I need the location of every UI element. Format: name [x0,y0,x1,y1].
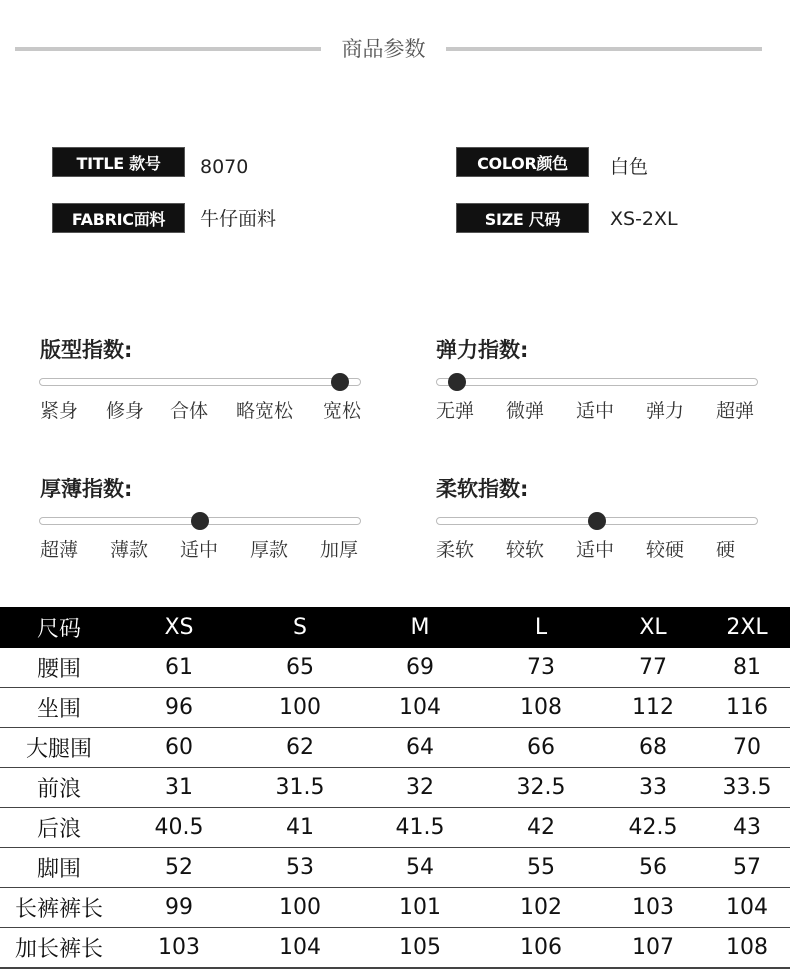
table-cell: 104 [360,688,480,728]
softness-index-track [436,517,758,525]
softness-index-title: 柔软指数: [436,477,529,501]
table-header: 尺码 [0,607,118,648]
title-tag: TITLE 款号 [52,147,185,177]
table-cell: 81 [704,648,790,688]
thickness-label: 适中 [180,539,219,561]
table-row [0,848,790,888]
table-row [0,648,790,688]
table-row [0,768,790,808]
table-row [0,728,790,768]
table-cell: 73 [480,648,602,688]
table-cell: 43 [704,808,790,848]
fit-label: 宽松 [323,400,362,422]
fit-index-knob [331,373,349,391]
table-cell: 106 [480,928,602,969]
stretch-index-knob [448,373,466,391]
softness-index-knob [588,512,606,530]
thickness-label: 加厚 [320,539,359,561]
table-cell: 70 [704,728,790,768]
softness-label: 较硬 [646,539,685,561]
table-cell: 104 [704,888,790,928]
stretch-label: 适中 [576,400,615,422]
size-table [0,607,790,969]
table-cell: 100 [240,888,360,928]
table-cell: 105 [360,928,480,969]
table-cell: 107 [602,928,704,969]
thickness-index-title: 厚薄指数: [40,477,133,501]
table-cell: 31.5 [240,768,360,808]
section-title: 商品参数 [341,37,426,61]
table-cell: 68 [602,728,704,768]
table-cell: 61 [118,648,240,688]
color-tag: COLOR颜色 [456,147,589,177]
table-cell: 66 [480,728,602,768]
table-cell: 42.5 [602,808,704,848]
table-cell: 42 [480,808,602,848]
table-cell: 32 [360,768,480,808]
thickness-label: 厚款 [250,539,289,561]
table-cell: 脚围 [0,848,118,888]
header-divider-right [446,47,762,51]
table-cell: 96 [118,688,240,728]
table-cell: 33 [602,768,704,808]
table-cell: 60 [118,728,240,768]
table-cell: 53 [240,848,360,888]
table-cell: 103 [118,928,240,969]
table-cell: 41.5 [360,808,480,848]
table-cell: 65 [240,648,360,688]
fit-index-track [39,378,361,386]
table-cell: 104 [240,928,360,969]
title-value: 8070 [200,156,249,178]
softness-label: 适中 [576,539,615,561]
size-value: XS-2XL [610,208,678,230]
fit-label: 略宽松 [236,400,294,422]
table-cell: 长裤裤长 [0,888,118,928]
table-cell: 41 [240,808,360,848]
color-value: 白色 [610,156,649,178]
table-header: M [360,607,480,648]
table-cell: 103 [602,888,704,928]
thickness-label: 薄款 [110,539,149,561]
table-cell: 62 [240,728,360,768]
fit-index-title: 版型指数: [40,338,133,362]
table-cell: 64 [360,728,480,768]
stretch-label: 弹力 [646,400,685,422]
table-cell: 坐围 [0,688,118,728]
table-cell: 腰围 [0,648,118,688]
table-header: XS [118,607,240,648]
table-cell: 加长裤长 [0,928,118,969]
table-header-row [0,607,790,648]
table-cell: 31 [118,768,240,808]
fabric-value: 牛仔面料 [200,208,277,230]
stretch-label: 微弹 [506,400,545,422]
fabric-tag: FABRIC面料 [52,203,185,233]
table-cell: 57 [704,848,790,888]
table-cell: 后浪 [0,808,118,848]
stretch-label: 超弹 [716,400,755,422]
fit-label: 紧身 [40,400,79,422]
table-header: L [480,607,602,648]
table-cell: 101 [360,888,480,928]
thickness-label: 超薄 [40,539,79,561]
stretch-index-track [436,378,758,386]
table-cell: 116 [704,688,790,728]
fit-label: 修身 [106,400,145,422]
table-row [0,888,790,928]
table-cell: 55 [480,848,602,888]
fit-label: 合体 [170,400,209,422]
table-header: 2XL [704,607,790,648]
table-cell: 40.5 [118,808,240,848]
table-cell: 77 [602,648,704,688]
table-row [0,928,790,969]
stretch-label: 无弹 [436,400,475,422]
stretch-index-title: 弹力指数: [436,338,529,362]
table-row [0,808,790,848]
table-cell: 102 [480,888,602,928]
table-cell: 100 [240,688,360,728]
table-cell: 32.5 [480,768,602,808]
table-header: XL [602,607,704,648]
table-cell: 前浪 [0,768,118,808]
table-cell: 56 [602,848,704,888]
table-cell: 112 [602,688,704,728]
table-row [0,688,790,728]
softness-label: 较软 [506,539,545,561]
softness-label: 柔软 [436,539,475,561]
table-cell: 54 [360,848,480,888]
table-cell: 108 [480,688,602,728]
thickness-index-knob [191,512,209,530]
table-cell: 69 [360,648,480,688]
header-divider-left [15,47,321,51]
table-cell: 99 [118,888,240,928]
thickness-index-track [39,517,361,525]
table-cell: 大腿围 [0,728,118,768]
table-cell: 33.5 [704,768,790,808]
size-tag: SIZE 尺码 [456,203,589,233]
table-header: S [240,607,360,648]
table-cell: 108 [704,928,790,969]
softness-label: 硬 [716,539,736,561]
table-cell: 52 [118,848,240,888]
